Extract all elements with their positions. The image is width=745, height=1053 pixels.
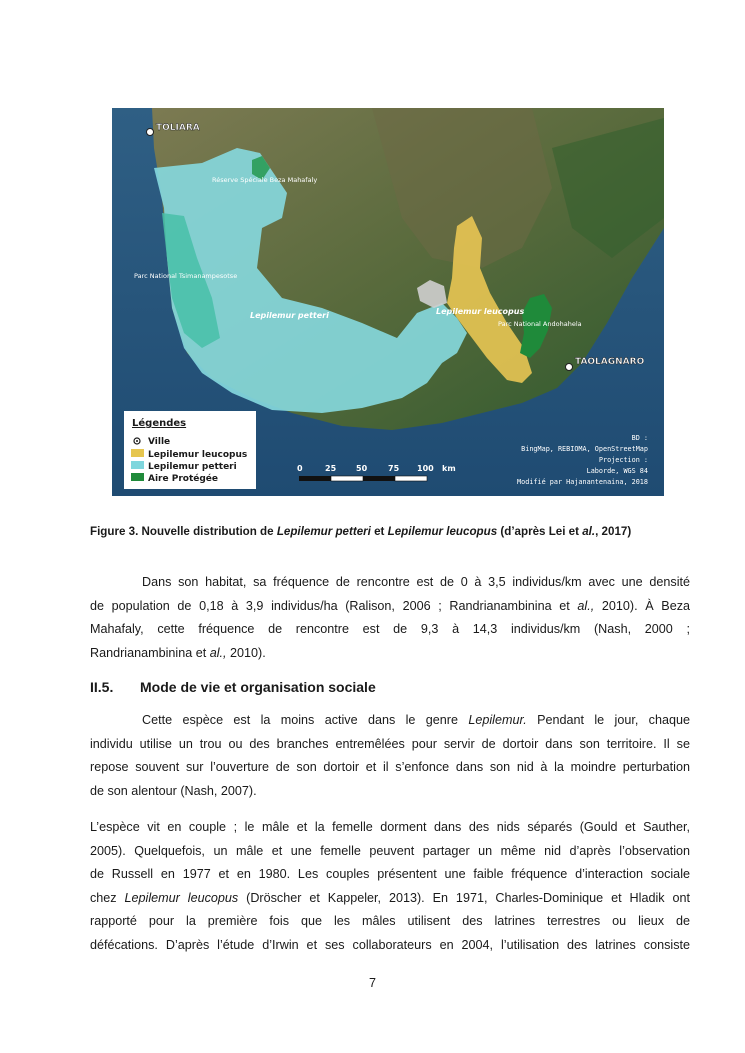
caption-year: , 2017) [595, 525, 632, 538]
petteri-label: Lepilemur petteri [250, 311, 329, 320]
map-legend [124, 411, 256, 489]
paragraph-couple [90, 816, 690, 958]
scale-unit: km [442, 464, 456, 473]
text-line: Mahafaly, cette fréquence de rencontre est de 9,3 à 14,3 individus/km (Nash, 2000 ; [90, 622, 690, 637]
scale-tick-100: 100 [417, 464, 434, 473]
text-line: de Russell en 1977 et en 1980. Les couples présentent une faible fréquence d’interaction sociale [90, 867, 690, 882]
taolagnaro-city-icon [566, 364, 573, 371]
section-number: II.5. [90, 679, 114, 695]
tsimanampesotse-label: Parc National Tsimanampesotse [134, 272, 238, 280]
text-line: Cette espèce est la moins active dans le genre Lepilemur. Pendant le jour, chaque [142, 713, 690, 727]
toliara-city-icon [147, 129, 154, 136]
toliara-label: TOLIARA [156, 123, 200, 133]
caption-species-1: Lepilemur petteri [276, 525, 371, 538]
caption-source: (d’après Lei et [497, 525, 583, 538]
credit-line-2: BingMap, REBIOMA, OpenStreetMap [521, 445, 648, 453]
beza-label: Réserve Spéciale Beza Mahafaly [212, 176, 318, 184]
section-title: Mode de vie et organisation sociale [140, 679, 376, 695]
leucopus-swatch [131, 449, 144, 457]
distribution-map [112, 108, 664, 496]
legend-item-protected: Aire Protégée [148, 474, 219, 484]
andohahela-label: Parc National Andohahela [498, 320, 582, 328]
credit-line-5: Modifié par Hajanantenaina, 2018 [517, 478, 648, 486]
text-line: de population de 0,18 à 3,9 individus/ha (Ralison, 2006 ; Randrianambinina et al., 2010). À Beza [90, 598, 691, 613]
text-line: Dans son habitat, sa fréquence de rencontre est de 0 à 3,5 individus/km avec une densité [142, 575, 690, 589]
caption-prefix: Figure 3. Nouvelle distribution de [90, 525, 277, 538]
caption-species-2: Lepilemur leucopus [387, 525, 498, 538]
paragraph-mode-de-vie [90, 709, 690, 803]
scale-tick-75: 75 [388, 464, 400, 473]
figure-caption [90, 525, 690, 538]
taolagnaro-label: TAOLAGNARO [575, 357, 645, 367]
legend-item-leucopus: Lepilemur leucopus [148, 450, 248, 460]
credit-line-3: Projection : [598, 456, 648, 464]
text-line: défécations. D’après l’étude d’Irwin et ses collaborateurs en 2004, l’utilisation des latrines consiste [90, 937, 690, 952]
text-line: repose souvent sur l’ouverture de son dortoir et il s’enfonce dans son nid à la moindre perturbation [90, 760, 690, 775]
page-number: 7 [368, 976, 376, 990]
protected-area-swatch [131, 473, 144, 481]
section-heading [90, 679, 376, 695]
text-line: de son alentour (Nash, 2007). [90, 783, 257, 798]
credit-line-4: Laborde, WGS 84 [586, 467, 648, 475]
text-line: L’espèce vit en couple ; le mâle et la femelle dorment dans des nids séparés (Gould et Sauther, [90, 820, 690, 834]
caption-mid: et [370, 525, 388, 538]
scale-tick-50: 50 [356, 464, 368, 473]
scale-tick-0: 0 [297, 464, 303, 473]
text-line: rapporté pour la première fois que les mâles utilisent des latrines terrestres ou lieux de [90, 914, 690, 929]
text-line: Randrianambinina et al., 2010). [90, 645, 266, 660]
credit-line-1: BD : [631, 434, 648, 442]
petteri-swatch [131, 461, 144, 469]
caption-al: al. [582, 525, 596, 538]
legend-item-petteri: Lepilemur petteri [148, 462, 237, 472]
legend-title: Légendes [132, 418, 187, 429]
leucopus-label: Lepilemur leucopus [436, 307, 525, 316]
legend-item-ville: Ville [148, 437, 171, 447]
text-line: 2005). Quelquefois, un mâle et une femelle peuvent partager un même nid d’après l’observation [90, 843, 690, 858]
text-line: chez Lepilemur leucopus (Dröscher et Kappeler, 2013). En 1971, Charles-Dominique et Hladik ont [90, 890, 690, 905]
text-line: individu utilise un trou ou des branches entremêlées pour servir de dortoir dans son territoire. Il se [90, 736, 690, 751]
paragraph-habitat [90, 571, 690, 665]
scale-tick-25: 25 [325, 464, 337, 473]
